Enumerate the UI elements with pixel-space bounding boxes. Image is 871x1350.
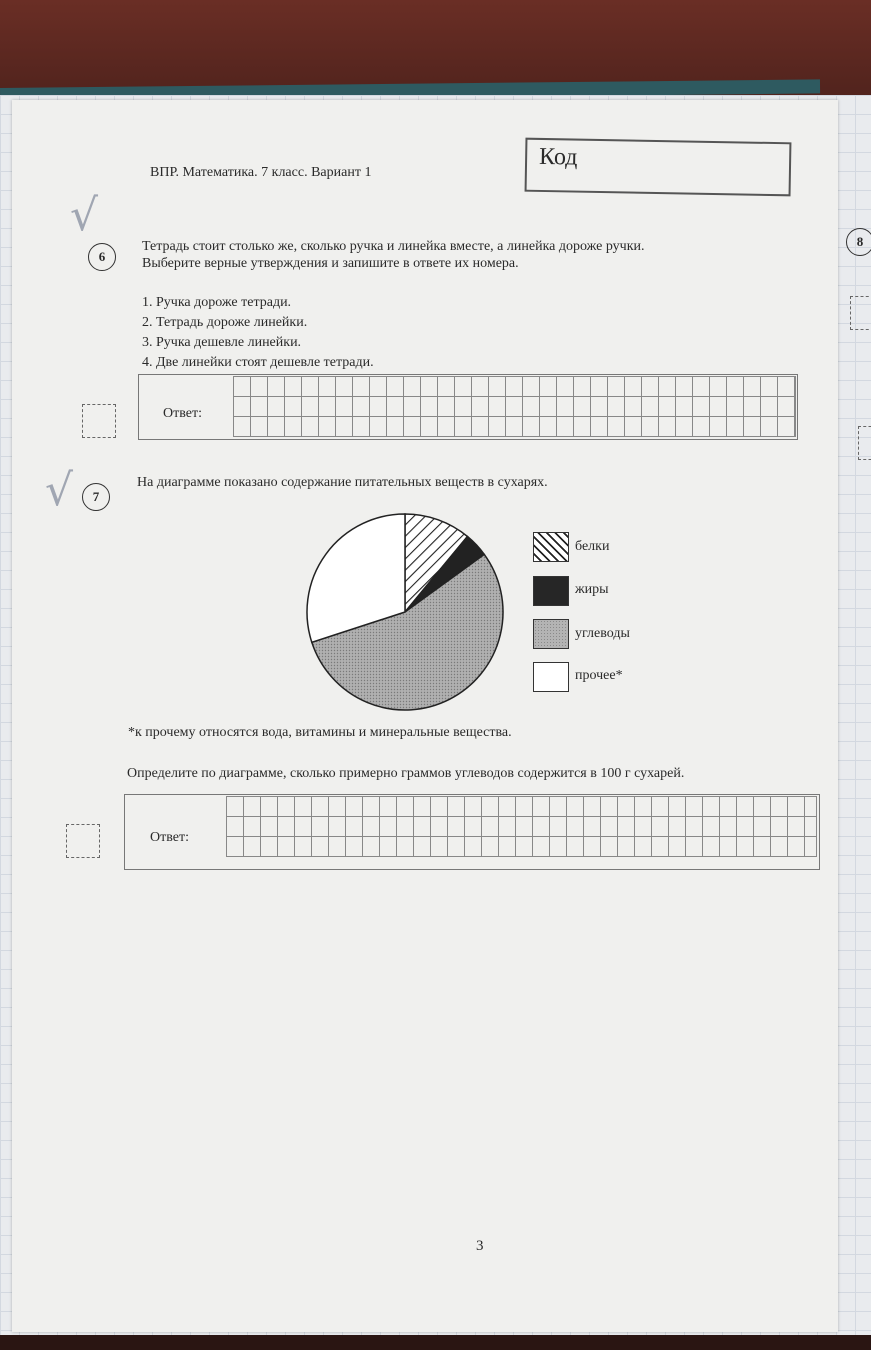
legend-label-other: прочее* xyxy=(575,668,623,683)
next-question-number: 8 xyxy=(846,228,871,256)
q7-score-box[interactable] xyxy=(66,824,100,858)
q7-answer-label: Ответ: xyxy=(150,830,189,845)
next-score-box xyxy=(850,296,871,330)
next-score-box xyxy=(858,426,871,460)
q6-answer-grid[interactable] xyxy=(233,376,796,437)
q6-score-box[interactable] xyxy=(82,404,116,438)
q7-footnote: *к прочему относятся вода, витамины и минеральные вещества. xyxy=(128,725,512,740)
q6-text-line2: Выберите верные утверждения и запишите в ответе их номера. xyxy=(142,256,519,271)
legend-label-protein: белки xyxy=(575,539,610,554)
legend-label-carbs: углеводы xyxy=(575,626,630,641)
q6-text-line1: Тетрадь стоит столько же, сколько ручка и линейка вместе, а линейка дороже ручки. xyxy=(142,239,645,254)
q6-option-1: 1. Ручка дороже тетради. xyxy=(142,295,292,310)
q6-option-4: 4. Две линейки стоят дешевле тетради. xyxy=(142,355,374,370)
q7-question: Определите по диаграмме, сколько примерно граммов углеводов содержится в 100 г сухарей. xyxy=(127,766,685,781)
q6-answer-label: Ответ: xyxy=(163,406,202,421)
pencil-check-icon: √ xyxy=(70,190,99,241)
q7-text: На диаграмме показано содержание питательных веществ в сухарях. xyxy=(137,475,548,490)
legend-swatch-other xyxy=(533,662,569,692)
page-header-title: ВПР. Математика. 7 класс. Вариант 1 xyxy=(150,165,372,180)
q6-option-2: 2. Тетрадь дороже линейки. xyxy=(142,315,308,330)
code-label: Код xyxy=(538,143,578,171)
page-number: 3 xyxy=(476,1238,484,1254)
q6-option-3: 3. Ручка дешевле линейки. xyxy=(142,335,302,350)
legend-swatch-fat xyxy=(533,576,569,606)
question-number-6: 6 xyxy=(88,243,116,271)
pencil-check-icon: √ xyxy=(45,465,74,516)
legend-swatch-protein xyxy=(533,532,569,562)
code-box xyxy=(525,138,792,197)
nutrient-pie-chart xyxy=(300,505,510,720)
legend-label-fat: жиры xyxy=(575,582,609,597)
q7-answer-grid[interactable] xyxy=(226,796,817,857)
question-number-7: 7 xyxy=(82,483,110,511)
legend-swatch-carbs xyxy=(533,619,569,649)
